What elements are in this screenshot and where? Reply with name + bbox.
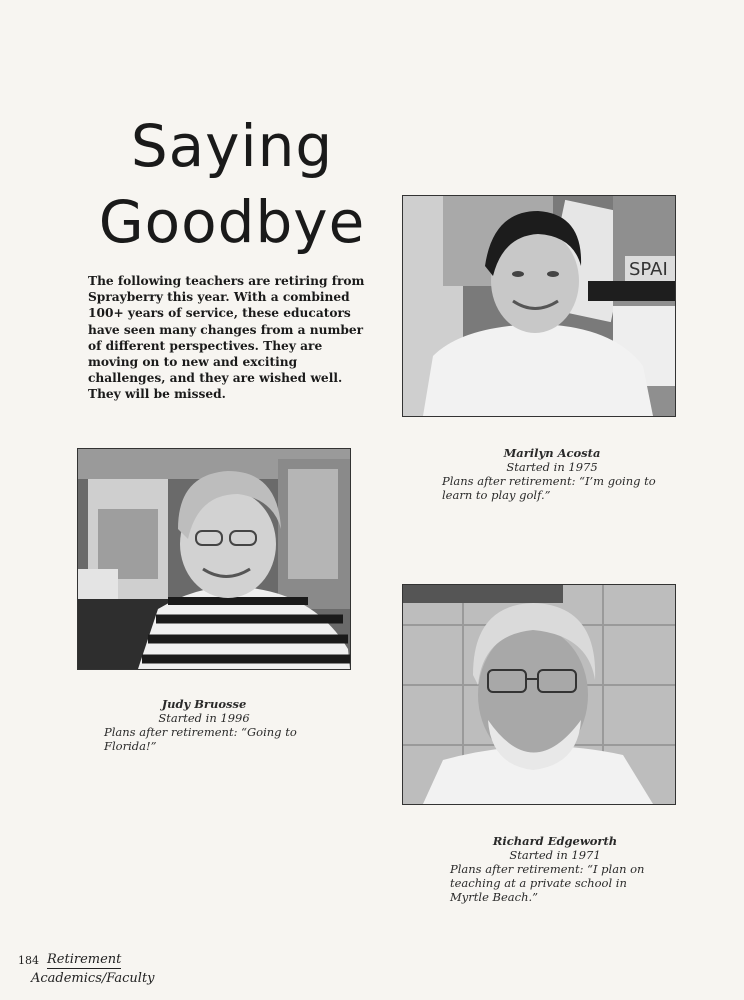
teacher-started: Started in 1975 — [506, 460, 598, 474]
intro-paragraph: The following teachers are retiring from Sprayberry this year. With a combined 100+ years of service, these educators have seen many changes from a number of different perspectives. They are moving on to new and exciting challenges, and they are wished well. They will be missed. — [88, 274, 365, 402]
footer-subsection-title: Academics/Faculty — [31, 971, 155, 986]
svg-text:SPAI: SPAI — [629, 259, 668, 280]
title-line-2: Goodbye — [98, 188, 366, 256]
caption-marilyn-acosta — [442, 446, 662, 502]
teacher-started: Started in 1996 — [158, 711, 250, 725]
photo-marilyn-acosta — [402, 195, 676, 417]
teacher-plans: Plans after retirement: “I’m going to learn to play golf.” — [442, 474, 656, 502]
teacher-plans: Plans after retirement: “Going to Florida!” — [104, 725, 297, 753]
photo-judy-bruosse — [77, 448, 351, 670]
teacher-name: Judy Bruosse — [161, 697, 247, 711]
title-line-1: Saying — [130, 112, 334, 180]
caption-judy-bruosse — [104, 697, 304, 753]
teacher-plans: Plans after retirement: “I plan on teaching at a private school in Myrtle Beach.” — [450, 862, 645, 904]
page-number: 184 — [18, 954, 39, 967]
teacher-started: Started in 1971 — [509, 848, 601, 862]
teacher-name: Richard Edgeworth — [492, 834, 618, 848]
teacher-name: Marilyn Acosta — [503, 446, 601, 460]
caption-richard-edgeworth — [450, 834, 660, 904]
page-title — [82, 108, 382, 260]
photo-richard-edgeworth — [402, 584, 676, 805]
footer-section-title: Retirement — [47, 952, 122, 967]
